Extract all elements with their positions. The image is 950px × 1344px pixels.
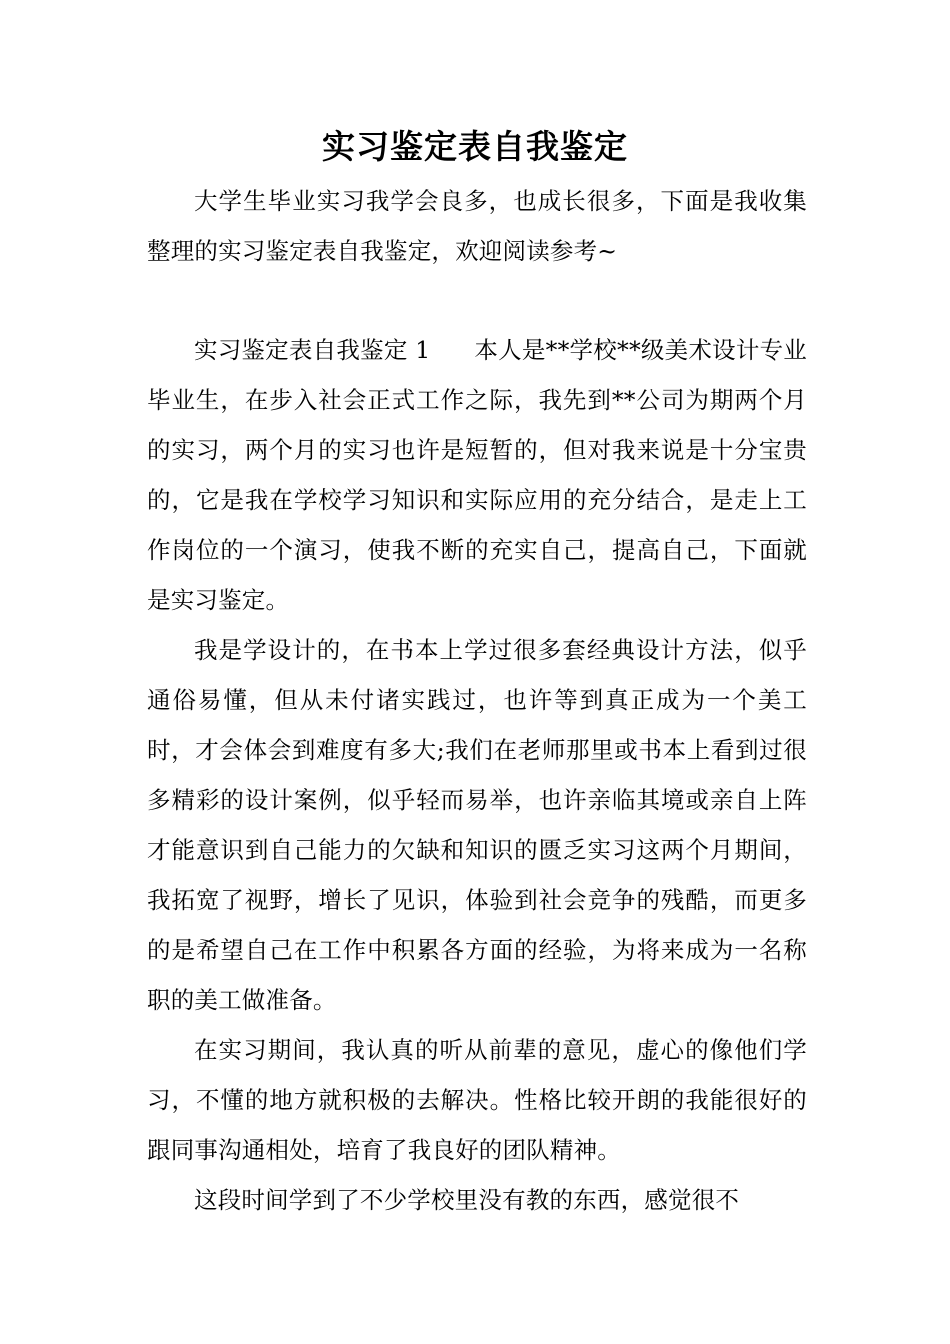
section-paragraph-1: 本人是**学校**级美术设计专业毕业生，在步入社会正式工作之际，我先到**公司为期两个月的实习，两个月的实习也许是短暂的，但对我来说是十分宝贵的，它是我在学校学习知识和实际应用的充分结合，是走上工作岗位的一个演习，使我不断的充实自己，提高自己，下面就是实习鉴定。	[147, 336, 807, 614]
section-heading: 实习鉴定表自我鉴定 1	[194, 336, 431, 364]
first-section-paragraph	[147, 325, 807, 625]
section-paragraph-4: 这段时间学到了不少学校里没有教的东西，感觉很不	[194, 1186, 740, 1214]
section-paragraph-2: 我是学设计的，在书本上学过很多套经典设计方法，似乎通俗易懂，但从未付诸实践过，也许等到真正成为一个美工时，才会体会到难度有多大;我们在老师那里或书本上看到过很多精彩的设计案例，似乎轻而易举，也许亲临其境或亲自上阵才能意识到自己能力的欠缺和知识的匮乏实习这两个月期间，我拓宽了视野，增长了见识，体验到社会竞争的残酷，而更多的是希望自己在工作中积累各方面的经验，为将来成为一名称职的美工做准备。	[147, 636, 807, 1014]
page-title: 实习鉴定表自我鉴定	[322, 127, 628, 166]
intro-block	[147, 176, 807, 276]
main-body	[147, 325, 807, 1225]
section-paragraph-3: 在实习期间，我认真的听从前辈的意见，虚心的像他们学习，不懂的地方就积极的去解决。性格比较开朗的我能很好的跟同事沟通相处，培育了我良好的团队精神。	[147, 1036, 807, 1164]
intro-paragraph: 大学生毕业实习我学会良多，也成长很多，下面是我收集整理的实习鉴定表自我鉴定，欢迎阅读参考~	[147, 187, 807, 265]
